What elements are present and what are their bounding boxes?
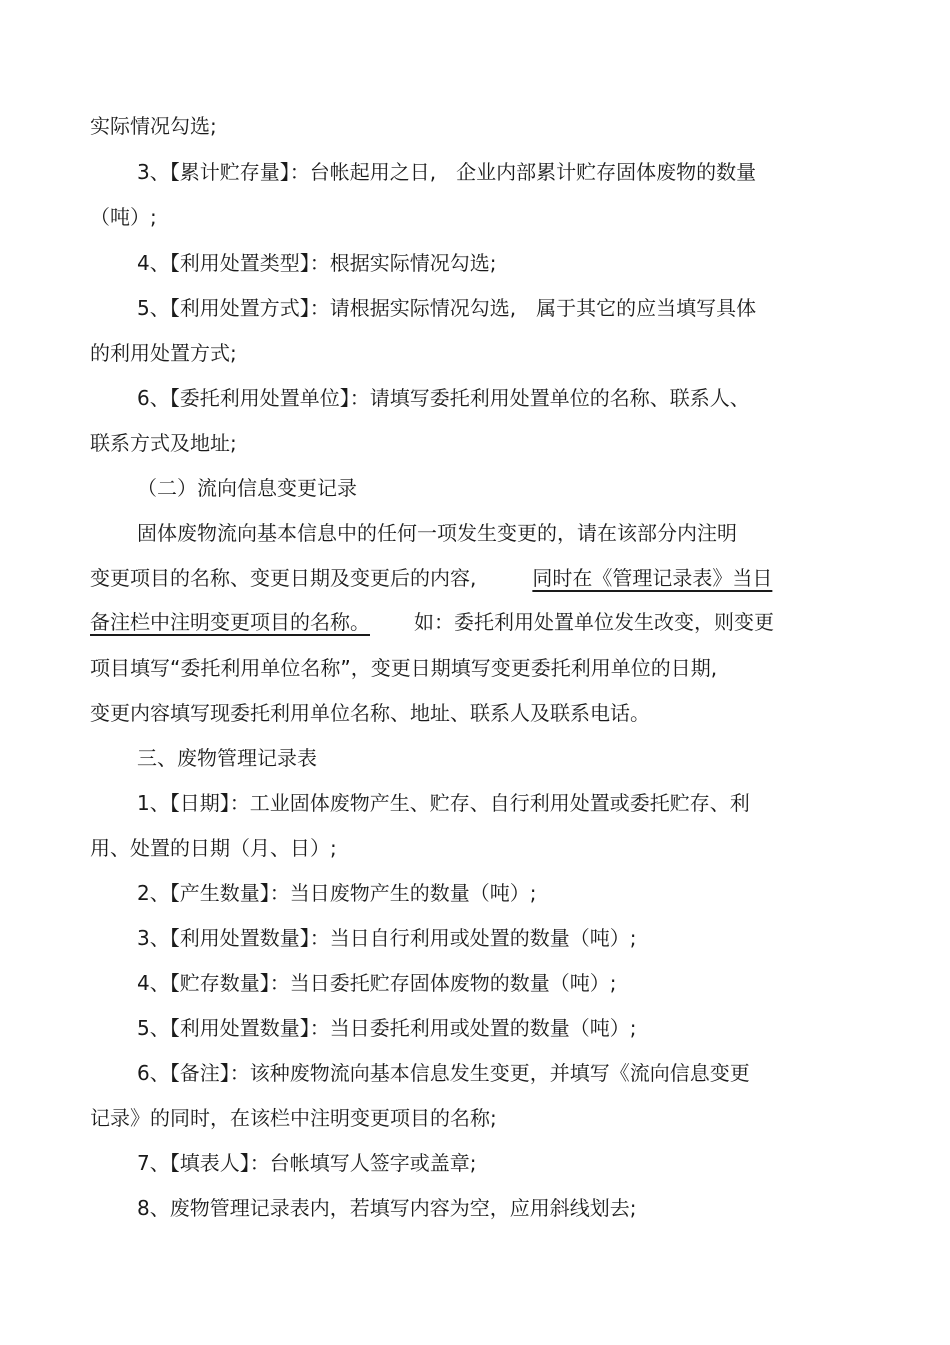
text-segment: 变更项目的名称、变更日期及变更后的内容, <box>90 566 477 590</box>
text-line: 3、【利用处置数量】：当日自行利用或处置的数量（吨）; <box>137 926 637 950</box>
text-line: 6、【委托利用处置单位】：请填写委托利用处置单位的名称、联系人、 <box>137 386 750 410</box>
text-line: 记录》的同时，在该栏中注明变更项目的名称; <box>90 1106 497 1130</box>
text-line: 实际情况勾选; <box>90 114 217 138</box>
text-line: 7、【填表人】：台帐填写人签字或盖章; <box>137 1151 477 1175</box>
text-line: 6、【备注】：该种废物流向基本信息发生变更，并填写《流向信息变更 <box>137 1061 750 1085</box>
text-line: 8、废物管理记录表内，若填写内容为空，应用斜线划去; <box>137 1196 637 1220</box>
text-line <box>90 564 798 592</box>
text-line: 用、处置的日期（月、日）; <box>90 836 337 860</box>
text-line: 5、【利用处置数量】：当日委托利用或处置的数量（吨）; <box>137 1016 637 1040</box>
text-line: 变更内容填写现委托利用单位名称、地址、联系人及联系电话。 <box>90 701 650 725</box>
text-line: 的利用处置方式; <box>90 341 237 365</box>
section-heading: 三、废物管理记录表 <box>137 746 317 770</box>
text-line: 2、【产生数量】：当日废物产生的数量（吨）; <box>137 881 537 905</box>
text-line: 固体废物流向基本信息中的任何一项发生变更的，请在该部分内注明 <box>137 521 737 545</box>
text-line: 3、【累计贮存量】：台帐起用之日, 企业内部累计贮存固体废物的数量 <box>137 160 757 184</box>
text-line: 5、【利用处置方式】：请根据实际情况勾选, 属于其它的应当填写具体 <box>137 296 757 320</box>
text-line: 4、【利用处置类型】：根据实际情况勾选; <box>137 251 497 275</box>
text-line: 项目填写“委托利用单位名称”，变更日期填写变更委托利用单位的日期, <box>90 656 718 680</box>
text-line: （吨）; <box>90 205 157 229</box>
underlined-text: 同时在《管理记录表》当日 <box>532 566 773 590</box>
underlined-text: 备注栏中注明变更项目的名称。 <box>90 610 370 634</box>
text-segment: 如：委托利用处置单位发生改变，则变更 <box>414 610 774 634</box>
text-line: 4、【贮存数量】：当日委托贮存固体废物的数量（吨）; <box>137 971 617 995</box>
text-line: 联系方式及地址; <box>90 431 237 455</box>
text-line: 1、【日期】：工业固体废物产生、贮存、自行利用处置或委托贮存、利 <box>137 791 750 815</box>
text-line <box>90 608 774 636</box>
section-heading: （二）流向信息变更记录 <box>137 476 357 500</box>
